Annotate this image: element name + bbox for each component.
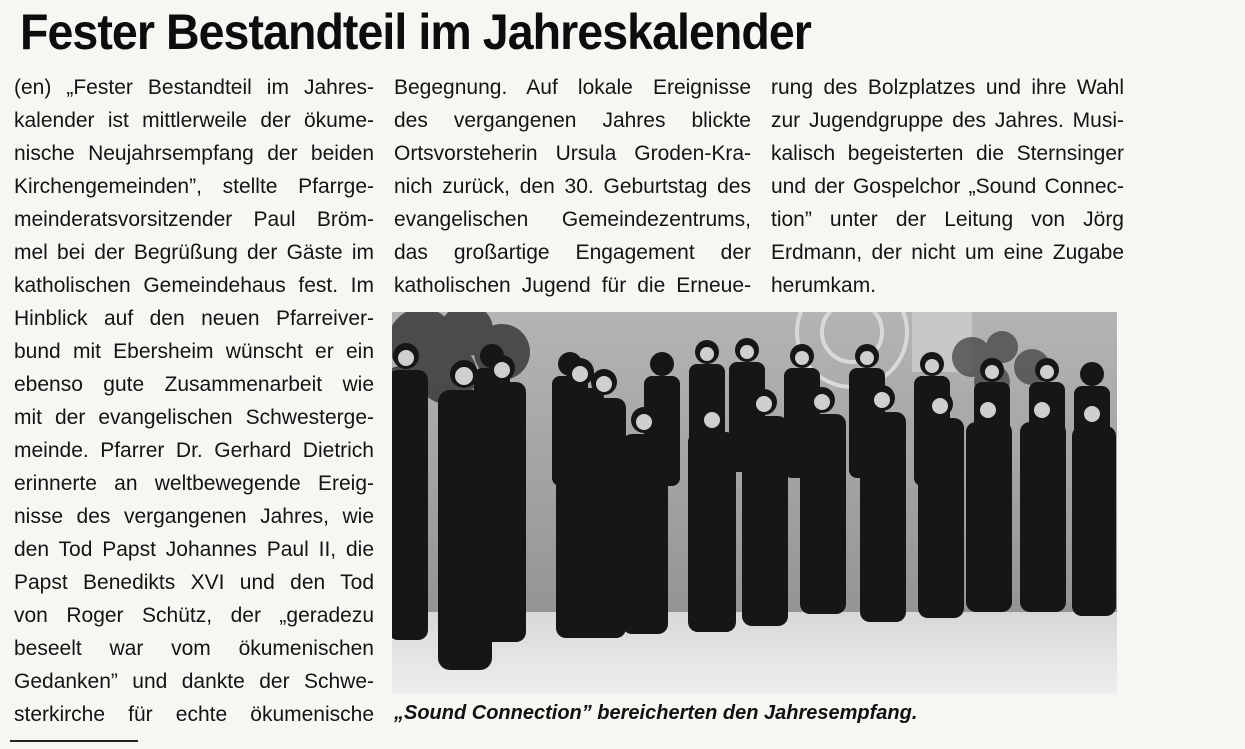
choir-photo-illustration (392, 312, 1117, 694)
text-column-1 (14, 71, 374, 731)
text-line: sterkirche für echte ökumenische (14, 703, 374, 726)
text-line: meinde. Pfarrer Dr. Gerhard Dietrich (14, 439, 374, 462)
text-line: kalender ist mittlerweile der ökume- (14, 109, 374, 132)
text-line: meinderatsvorsitzender Paul Bröm- (14, 208, 374, 231)
text-line: nisse des vergangenen Jahres, wie (14, 505, 374, 528)
text-line: zur Jugendgruppe des Jahres. Musi- (771, 109, 1124, 132)
text-line: Ortsvorsteherin Ursula Groden-Kra- (394, 142, 751, 165)
text-line: von Roger Schütz, der „geradezu (14, 604, 374, 627)
photo-caption: „Sound Connection” bereicherten den Jahresempfang. (394, 702, 918, 724)
text-line: ebenso gute Zusammenarbeit wie (14, 373, 374, 396)
text-line: bund mit Ebersheim wünscht er ein (14, 340, 374, 363)
text-line: beseelt war vom ökumenischen (14, 637, 374, 660)
text-line: katholischen Gemeindehaus fest. Im (14, 274, 374, 297)
text-line: kalisch begeisterten die Sternsinger (771, 142, 1124, 165)
text-line: den Tod Papst Johannes Paul II, die (14, 538, 374, 561)
text-line: (en) „Fester Bestandteil im Jahres- (14, 76, 374, 99)
text-column-2 (394, 71, 751, 302)
text-line: tion” unter der Leitung von Jörg (771, 208, 1124, 231)
text-column-3 (771, 71, 1124, 302)
text-line: des vergangenen Jahres blickte (394, 109, 751, 132)
text-line: Hinblick auf den neuen Pfarreiver- (14, 307, 374, 330)
text-line: erinnerte an weltbewegende Ereig- (14, 472, 374, 495)
text-line: Erdmann, der nicht um eine Zugabe (771, 241, 1124, 264)
text-line: und der Gospelchor „Sound Connec- (771, 175, 1124, 198)
text-line: rung des Bolzplatzes und ihre Wahl (771, 76, 1124, 99)
text-line: nische Neujahrsempfang der beiden (14, 142, 374, 165)
text-line: herumkam. (771, 274, 877, 297)
choir-photo (392, 312, 1117, 694)
text-line: Kirchengemeinden”, stellte Pfarrge- (14, 175, 374, 198)
text-line: nich zurück, den 30. Geburtstag des (394, 175, 751, 198)
text-line: Begegnung. Auf lokale Ereignisse (394, 76, 751, 99)
text-line: evangelischen Gemeindezentrums, (394, 208, 751, 231)
divider-rule (10, 740, 138, 742)
text-line: Gedanken” und dankte der Schwe- (14, 670, 374, 693)
text-line: das großartige Engagement der (394, 241, 751, 264)
text-line: mit der evangelischen Schwesterge- (14, 406, 374, 429)
text-line: Papst Benedikts XVI und den Tod (14, 571, 374, 594)
text-line: katholischen Jugend für die Erneue- (394, 274, 751, 297)
article-headline: Fester Bestandteil im Jahreskalender (20, 4, 811, 60)
text-line: mel bei der Begrüßung der Gäste im (14, 241, 374, 264)
